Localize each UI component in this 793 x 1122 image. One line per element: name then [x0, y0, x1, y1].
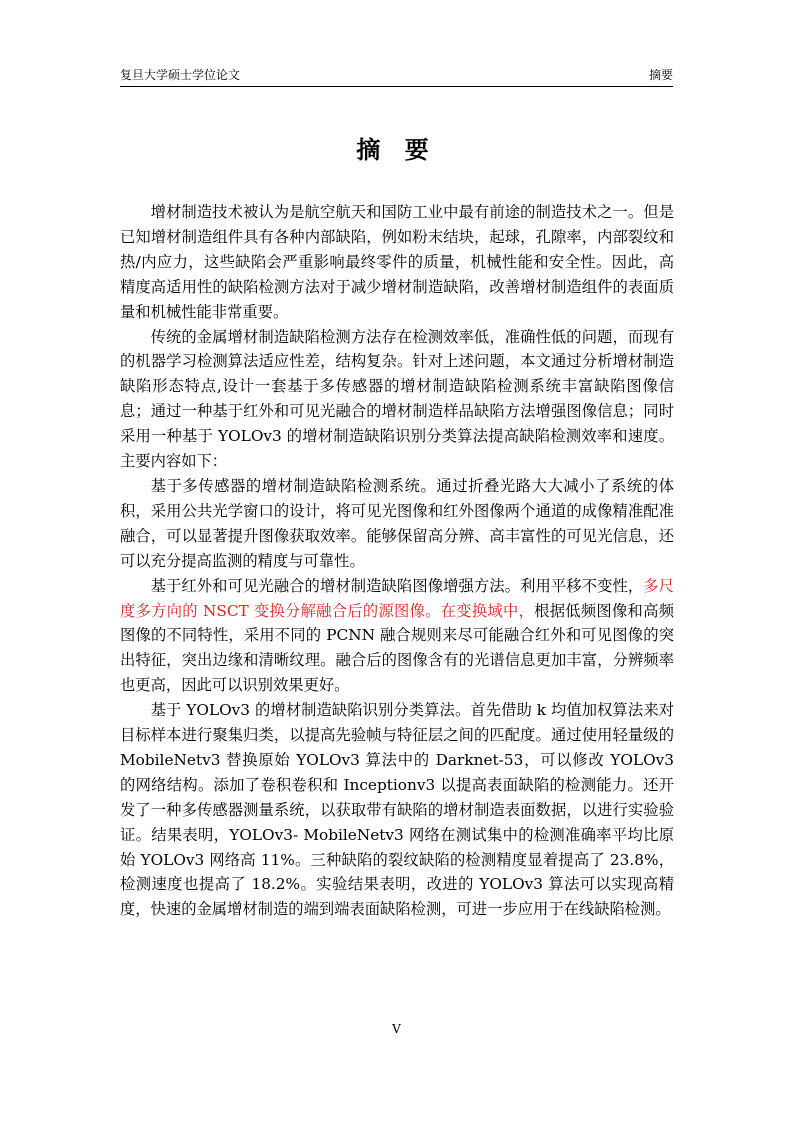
page-number: V [392, 1022, 401, 1036]
page-header [120, 64, 673, 87]
header-thesis-title: 复旦大学硕士学位论文 [120, 68, 241, 82]
abstract-title: 摘 要 [356, 136, 437, 164]
paragraph-4-highlighted-text: 多尺度多方向的 NSCT 变换分解融合后的源图像。在变换域中， [120, 576, 674, 620]
abstract-paragraph-2: 传统的金属增材制造缺陷检测方法存在检测效率低，准确性低的问题，而现有的机器学习检测算法适应性差，结构复杂。针对上述问题，本文通过分析增材制造缺陷形态特点,设计一套基于多传感器的增材制造缺陷检测系统丰富缺陷图像信息；通过一种基于红外和可见光融合的增材制造样品缺陷方法增强图像信息；同时采用一种基于 YOLOv3 的增材制造缺陷识别分类算法提高缺陷检测效率和速度。主要内容如下： [120, 327, 674, 471]
abstract-paragraph-5: 基于 YOLOv3 的增材制造缺陷识别分类算法。首先借助 k 均值加权算法来对目标样本进行聚集归类，以提高先验帧与特征层之间的匹配度。通过使用轻量级的 MobileNetv3 替换原始 YOLOv3 算法中的 Darknet-53，可以修改 YOLOv3 的网络结构。添加了卷积卷积和 Inceptionv3 以提高表面缺陷的检测能力。还开发了一种多传感器测量系统，以获取带有缺陷的增材制造表面数据，以进行实验验证。结果表明，YOLOv3- MobileNetv3 网络在测试集中的检测准确率平均比原始 YOLOv3 网络高 11%。三种缺陷的裂纹缺陷的检测精度显着提高了 23.8%，检测速度也提高了 18.2%。实验结果表明，改进的 YOLOv3 算法可以实现高精度，快速的金属增材制造的端到端表面缺陷检测，可进一步应用于在线缺陷检测。 [120, 701, 674, 919]
abstract-body [120, 200, 674, 922]
abstract-paragraph-3: 基于多传感器的增材制造缺陷检测系统。通过折叠光路大大减小了系统的体积，采用公共光学窗口的设计，将可见光图像和红外图像两个通道的成像精准配准融合，可以显著提升图像获取效率。能够保留高分辨、高丰富性的可见光信息，还可以充分提高监测的精度与可靠性。 [120, 476, 674, 570]
header-section-name: 摘要 [648, 68, 673, 82]
paragraph-4-text-end: 根据低频图像和高频图像的不同特性，采用不同的 PCNN 融合规则来尽可能融合红外和可见图像的突出特征，突出边缘和清晰纹理。融合后的图像含有的光谱信息更加丰富，分辨频率也更高，因此可以识别效果更好。 [120, 601, 674, 695]
abstract-paragraph-4 [120, 574, 674, 699]
abstract-paragraph-1: 增材制造技术被认为是航空航天和国防工业中最有前途的制造技术之一。但是已知增材制造组件具有各种内部缺陷，例如粉末结块，起球，孔隙率，内部裂纹和热/内应力，这些缺陷会严重影响最终零件的质量，机械性能和安全性。因此，高精度高适用性的缺陷检测方法对于减少增材制造缺陷，改善增材制造组件的表面质量和机械性能非常重要。 [120, 203, 674, 321]
paragraph-4-text-start: 基于红外和可见光融合的增材制造缺陷图像增强方法。利用平移不变性， [150, 576, 644, 595]
